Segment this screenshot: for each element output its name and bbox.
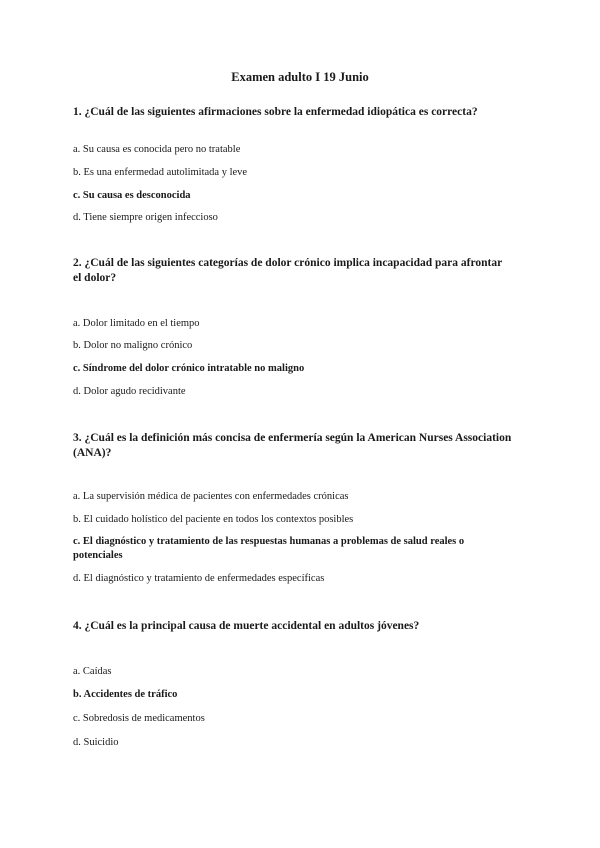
page-title: Examen adulto I 19 Junio	[231, 70, 369, 84]
question-2-option-b: b. Dolor no maligno crónico	[73, 340, 193, 351]
question-2: 2. ¿Cuál de las siguientes categorías de dolor crónico implica incapacidad para afrontar el dolor?	[73, 257, 503, 284]
question-1: 1. ¿Cuál de las siguientes afirmaciones sobre la enfermedad idiopática es correcta?	[73, 106, 478, 118]
question-3-option-b: b. El cuidado holístico del paciente en todos los contextos posibles	[73, 514, 354, 525]
question-3: 3. ¿Cuál es la definición más concisa de enfermería según la American Nurses Association (ANA)?	[73, 432, 512, 459]
question-3-option-c-correct: c. El diagnóstico y tratamiento de las respuestas humanas a problemas de salud reales o potenciales	[73, 536, 465, 561]
question-1-option-d: d. Tiene siempre origen infeccioso	[73, 212, 218, 223]
question-3-option-a: a. La supervisión médica de pacientes con enfermedades crónicas	[73, 491, 349, 502]
question-4-option-a: a. Caídas	[73, 666, 112, 677]
question-4-option-b-correct: b. Accidentes de tráfico	[73, 689, 178, 700]
question-1-option-c-correct: c. Su causa es desconocida	[73, 190, 191, 201]
question-2-option-d: d. Dolor agudo recidivante	[73, 386, 186, 397]
question-4-option-c: c. Sobredosis de medicamentos	[73, 713, 205, 724]
question-4-option-d: d. Suicidio	[73, 737, 119, 748]
question-1-option-b: b. Es una enfermedad autolimitada y leve	[73, 167, 248, 178]
question-1-option-a: a. Su causa es conocida pero no tratable	[73, 144, 241, 155]
question-2-option-a: a. Dolor limitado en el tiempo	[73, 318, 200, 329]
question-4: 4. ¿Cuál es la principal causa de muerte accidental en adultos jóvenes?	[73, 620, 420, 632]
question-2-option-c-correct: c. Síndrome del dolor crónico intratable no maligno	[73, 363, 305, 374]
question-3-option-d: d. El diagnóstico y tratamiento de enfermedades específicas	[73, 573, 325, 584]
